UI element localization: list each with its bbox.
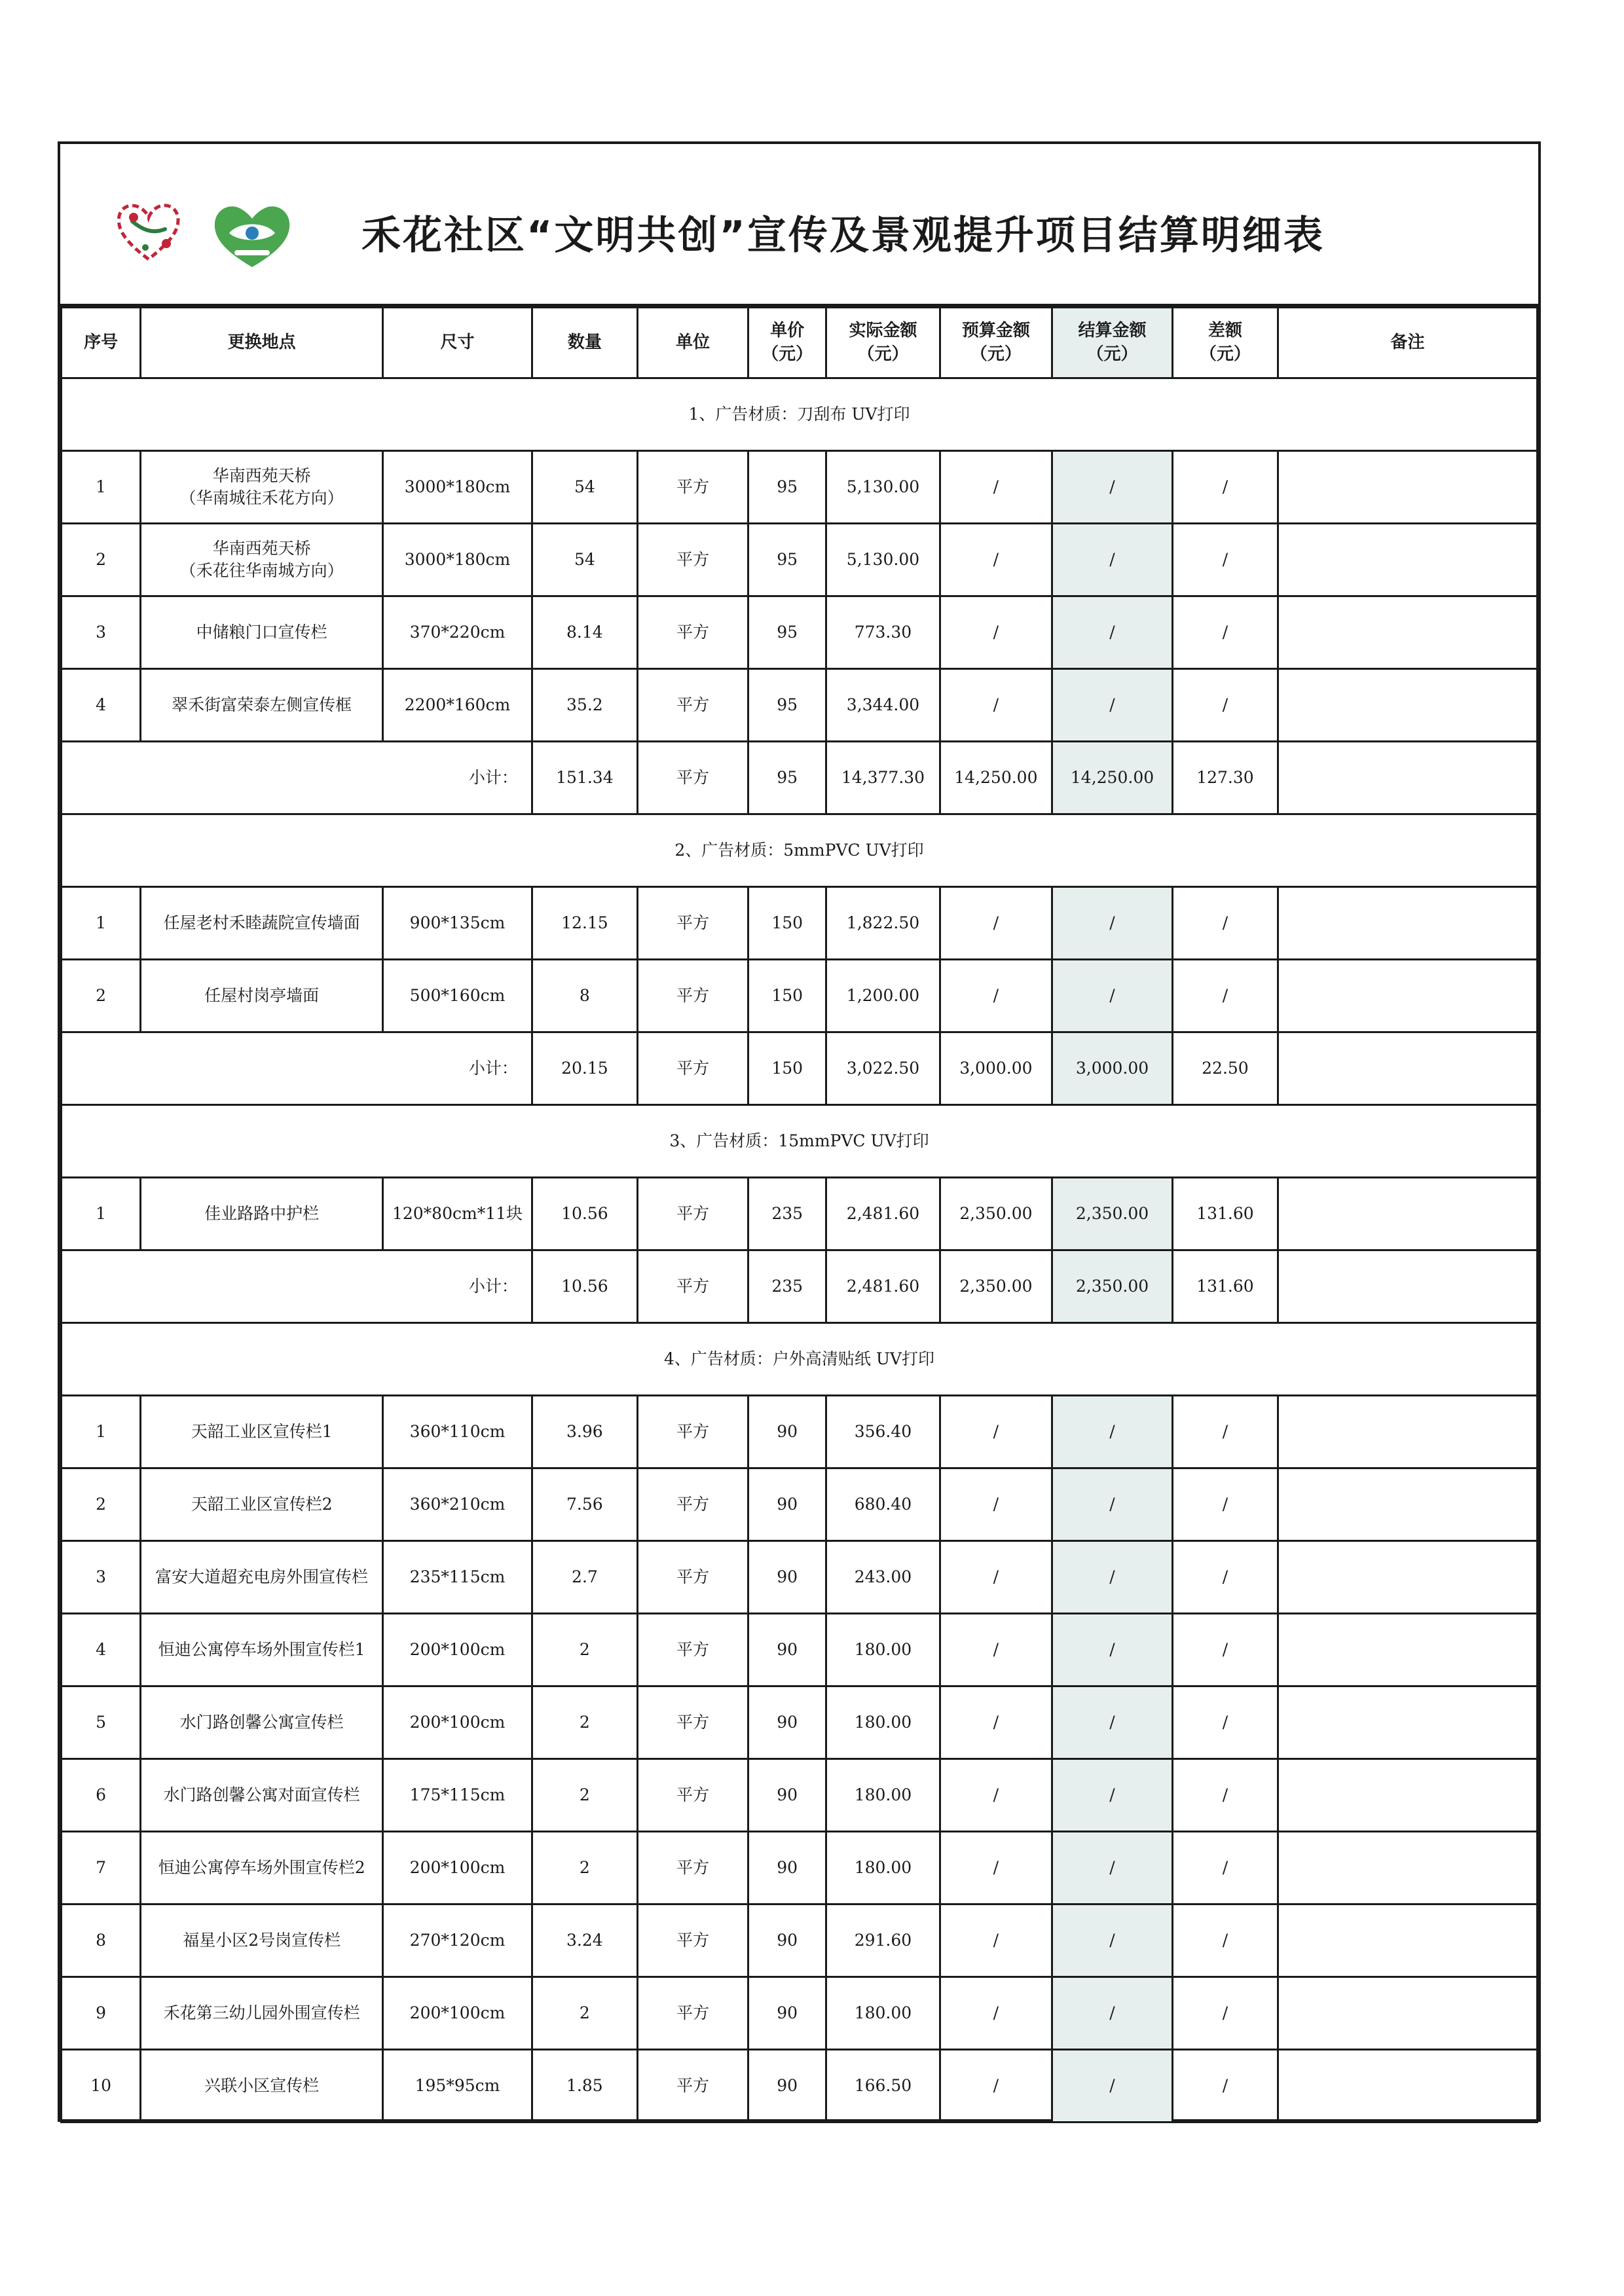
cell-unit: 平方	[637, 1178, 748, 1250]
cell-budget: /	[940, 1977, 1052, 2050]
cell-diff: /	[1172, 887, 1278, 960]
header-price	[748, 308, 826, 378]
cell-actual: 291.60	[826, 1904, 940, 1977]
section-header-row	[62, 378, 1538, 451]
cell-size: 500*160cm	[383, 960, 532, 1032]
cell-unit: 平方	[637, 1904, 748, 1977]
cell-diff: /	[1172, 524, 1278, 596]
cell-diff: /	[1172, 1541, 1278, 1614]
cell-remark	[1278, 2050, 1537, 2123]
cell-unit: 平方	[637, 1832, 748, 1904]
cell-location	[141, 960, 383, 1032]
cell-settle: /	[1052, 2050, 1173, 2123]
cell-location	[141, 669, 383, 742]
cell-size: 200*100cm	[383, 1832, 532, 1904]
cell-settle: /	[1052, 1686, 1173, 1759]
title-area	[60, 144, 1538, 306]
cell-location-line1: 华南西苑天桥	[212, 466, 311, 486]
cell-settle: /	[1052, 887, 1173, 960]
cell-size: 195*95cm	[383, 2050, 532, 2123]
cell-actual: 1,200.00	[826, 960, 940, 1032]
cell-budget: 2,350.00	[940, 1178, 1052, 1250]
subtotal-remark	[1278, 742, 1537, 814]
header-remark: 备注	[1278, 308, 1537, 378]
cell-unit: 平方	[637, 1759, 748, 1832]
cell-actual: 166.50	[826, 2050, 940, 2123]
cell-settle: /	[1052, 524, 1173, 596]
table-row	[62, 1541, 1538, 1614]
cell-settle: /	[1052, 1759, 1173, 1832]
header-budget	[940, 308, 1052, 378]
cell-location	[141, 1468, 383, 1541]
subtotal-qty: 10.56	[532, 1250, 637, 1323]
cell-budget: /	[940, 451, 1052, 524]
cell-remark	[1278, 1904, 1537, 1977]
cell-unit: 平方	[637, 596, 748, 669]
cell-price: 95	[748, 524, 826, 596]
cell-seq: 9	[62, 1977, 141, 2050]
cell-size: 200*100cm	[383, 1614, 532, 1686]
table-row	[62, 1686, 1538, 1759]
table-row	[62, 2050, 1538, 2123]
green-heart-hands-logo-icon	[210, 199, 295, 272]
cell-unit: 平方	[637, 2050, 748, 2123]
subtotal-diff: 131.60	[1172, 1250, 1278, 1323]
header-settle	[1052, 308, 1173, 378]
cell-price: 95	[748, 451, 826, 524]
cell-qty: 12.15	[532, 887, 637, 960]
section-title: 2、广告材质：5mmPVC UV打印	[62, 814, 1538, 887]
table-row	[62, 1832, 1538, 1904]
cell-remark	[1278, 451, 1537, 524]
cell-seq: 3	[62, 1541, 141, 1614]
subtotal-label: 小计：	[62, 742, 532, 814]
cell-location-line2: （禾花往华南城方向）	[179, 561, 344, 580]
cell-seq: 2	[62, 960, 141, 1032]
subtotal-label: 小计：	[62, 1032, 532, 1105]
table-row	[62, 1904, 1538, 1977]
cell-diff: /	[1172, 1904, 1278, 1977]
header-size: 尺寸	[383, 308, 532, 378]
cell-budget: /	[940, 1832, 1052, 1904]
subtotal-budget: 14,250.00	[940, 742, 1052, 814]
cell-size: 2200*160cm	[383, 669, 532, 742]
section-title: 3、广告材质：15mmPVC UV打印	[62, 1105, 1538, 1178]
cell-diff: /	[1172, 1468, 1278, 1541]
cell-size: 120*80cm*11块	[383, 1178, 532, 1250]
subtotal-settle: 2,350.00	[1052, 1250, 1173, 1323]
table-row	[62, 524, 1538, 596]
cell-diff: /	[1172, 1396, 1278, 1468]
cell-settle: /	[1052, 451, 1173, 524]
subtotal-settle: 3,000.00	[1052, 1032, 1173, 1105]
cell-qty: 2	[532, 1686, 637, 1759]
cell-location-line1: 佳业路路中护栏	[204, 1204, 320, 1224]
table-row	[62, 1614, 1538, 1686]
table-row	[62, 1468, 1538, 1541]
cell-seq: 1	[62, 1396, 141, 1468]
cell-price: 90	[748, 2050, 826, 2123]
cell-qty: 2	[532, 1759, 637, 1832]
cell-price: 90	[748, 1686, 826, 1759]
cell-remark	[1278, 1977, 1537, 2050]
subtotal-row	[62, 742, 1538, 814]
cell-location-line1: 天韶工业区宣传栏1	[191, 1422, 333, 1442]
cell-settle: /	[1052, 1977, 1173, 2050]
subtotal-price: 150	[748, 1032, 826, 1105]
header-row	[62, 308, 1538, 378]
cell-remark	[1278, 1541, 1537, 1614]
cell-location	[141, 1977, 383, 2050]
subtotal-actual: 3,022.50	[826, 1032, 940, 1105]
cell-settle: /	[1052, 596, 1173, 669]
header-price-l2: （元）	[762, 344, 813, 364]
header-diff	[1172, 308, 1278, 378]
cell-settle: /	[1052, 1396, 1173, 1468]
cell-budget: /	[940, 2050, 1052, 2123]
cell-diff: /	[1172, 451, 1278, 524]
cell-qty: 3.24	[532, 1904, 637, 1977]
cell-remark	[1278, 1686, 1537, 1759]
cell-price: 90	[748, 1468, 826, 1541]
subtotal-price: 235	[748, 1250, 826, 1323]
cell-location	[141, 1904, 383, 1977]
table-row	[62, 887, 1538, 960]
cell-unit: 平方	[637, 1977, 748, 2050]
cell-diff: /	[1172, 596, 1278, 669]
cell-actual: 680.40	[826, 1468, 940, 1541]
table-row	[62, 1759, 1538, 1832]
cell-remark	[1278, 669, 1537, 742]
header-location: 更换地点	[141, 308, 383, 378]
cell-remark	[1278, 1614, 1537, 1686]
cell-unit: 平方	[637, 1396, 748, 1468]
cell-settle: /	[1052, 1904, 1173, 1977]
header-price-l1: 单价	[770, 321, 805, 341]
header-actual	[826, 308, 940, 378]
cell-location-line1: 翠禾街富荣泰左侧宣传框	[172, 695, 352, 715]
header-actual-l1: 实际金额	[849, 321, 917, 341]
cell-budget: /	[940, 1468, 1052, 1541]
cell-location-line1: 水门路创馨公寓对面宣传栏	[163, 1785, 360, 1805]
cell-size: 200*100cm	[383, 1686, 532, 1759]
subtotal-qty: 151.34	[532, 742, 637, 814]
cell-qty: 7.56	[532, 1468, 637, 1541]
header-diff-l1: 差额	[1208, 321, 1242, 341]
cell-remark	[1278, 960, 1537, 1032]
cell-settle: /	[1052, 960, 1173, 1032]
cell-budget: /	[940, 1541, 1052, 1614]
cell-actual: 180.00	[826, 1686, 940, 1759]
cell-actual: 2,481.60	[826, 1178, 940, 1250]
cell-remark	[1278, 1178, 1537, 1250]
cell-location	[141, 1396, 383, 1468]
cell-unit: 平方	[637, 524, 748, 596]
cell-price: 90	[748, 1977, 826, 2050]
cell-qty: 2	[532, 1832, 637, 1904]
cell-qty: 10.56	[532, 1178, 637, 1250]
section-title: 4、广告材质：户外高清贴纸 UV打印	[62, 1323, 1538, 1396]
subtotal-actual: 2,481.60	[826, 1250, 940, 1323]
header-budget-l1: 预算金额	[961, 321, 1030, 341]
cell-settle: /	[1052, 1832, 1173, 1904]
cell-diff: /	[1172, 1759, 1278, 1832]
cell-actual: 180.00	[826, 1614, 940, 1686]
cell-budget: /	[940, 1686, 1052, 1759]
cell-location	[141, 451, 383, 524]
table-row	[62, 669, 1538, 742]
cell-location	[141, 1759, 383, 1832]
settlement-table	[60, 306, 1538, 2123]
cell-location-line1: 任屋老村禾睦蔬院宣传墙面	[163, 913, 360, 933]
cell-unit: 平方	[637, 1541, 748, 1614]
cell-budget: /	[940, 596, 1052, 669]
subtotal-label: 小计：	[62, 1250, 532, 1323]
cell-unit: 平方	[637, 887, 748, 960]
cell-seq: 2	[62, 524, 141, 596]
cell-location-line1: 禾花第三幼儿园外围宣传栏	[163, 2003, 360, 2023]
subtotal-settle: 14,250.00	[1052, 742, 1173, 814]
cell-price: 95	[748, 669, 826, 742]
cell-size: 370*220cm	[383, 596, 532, 669]
cell-qty: 3.96	[532, 1396, 637, 1468]
cell-qty: 54	[532, 451, 637, 524]
cell-remark	[1278, 524, 1537, 596]
cell-price: 150	[748, 960, 826, 1032]
cell-price: 235	[748, 1178, 826, 1250]
cell-location-line1: 中储粮门口宣传栏	[196, 623, 327, 642]
table-row	[62, 596, 1538, 669]
cell-remark	[1278, 1759, 1537, 1832]
cell-size: 175*115cm	[383, 1759, 532, 1832]
cell-settle: /	[1052, 669, 1173, 742]
cell-settle: /	[1052, 1541, 1173, 1614]
cell-size: 200*100cm	[383, 1977, 532, 2050]
cell-budget: /	[940, 1396, 1052, 1468]
cell-settle: /	[1052, 1614, 1173, 1686]
settlement-sheet	[58, 141, 1541, 2122]
cell-diff: 131.60	[1172, 1178, 1278, 1250]
cell-location	[141, 887, 383, 960]
cell-qty: 8.14	[532, 596, 637, 669]
cell-price: 95	[748, 596, 826, 669]
cell-location	[141, 2050, 383, 2123]
cell-location-line1: 任屋村岗亭墙面	[204, 986, 320, 1006]
cell-price: 90	[748, 1904, 826, 1977]
cell-price: 90	[748, 1614, 826, 1686]
cell-actual: 243.00	[826, 1541, 940, 1614]
cell-remark	[1278, 596, 1537, 669]
header-unit: 单位	[637, 308, 748, 378]
cell-price: 150	[748, 887, 826, 960]
cell-location	[141, 1832, 383, 1904]
section-header-row	[62, 814, 1538, 887]
cell-price: 90	[748, 1832, 826, 1904]
page-title: 禾花社区“文明共创”宣传及景观提升项目结算明细表	[361, 213, 1325, 259]
cell-settle: /	[1052, 1468, 1173, 1541]
cell-actual: 180.00	[826, 1759, 940, 1832]
cell-diff: /	[1172, 669, 1278, 742]
cell-budget: /	[940, 960, 1052, 1032]
cell-price: 90	[748, 1396, 826, 1468]
cell-location	[141, 1614, 383, 1686]
section-header-row	[62, 1323, 1538, 1396]
cell-seq: 4	[62, 669, 141, 742]
section-header-row	[62, 1105, 1538, 1178]
header-actual-l2: （元）	[857, 344, 909, 364]
cell-location-line1: 兴联小区宣传栏	[204, 2076, 320, 2096]
subtotal-budget: 3,000.00	[940, 1032, 1052, 1105]
cell-seq: 4	[62, 1614, 141, 1686]
cell-price: 90	[748, 1541, 826, 1614]
cell-location-line1: 恒迪公寓停车场外围宣传栏2	[158, 1858, 365, 1878]
subtotal-diff: 127.30	[1172, 742, 1278, 814]
subtotal-actual: 14,377.30	[826, 742, 940, 814]
cell-diff: /	[1172, 1614, 1278, 1686]
cell-unit: 平方	[637, 451, 748, 524]
cell-actual: 1,822.50	[826, 887, 940, 960]
subtotal-remark	[1278, 1250, 1537, 1323]
cell-qty: 2	[532, 1977, 637, 2050]
cell-seq: 5	[62, 1686, 141, 1759]
subtotal-row	[62, 1032, 1538, 1105]
subtotal-diff: 22.50	[1172, 1032, 1278, 1105]
header-diff-l2: （元）	[1199, 344, 1251, 364]
cell-actual: 773.30	[826, 596, 940, 669]
table-row	[62, 960, 1538, 1032]
cell-seq: 3	[62, 596, 141, 669]
table-row	[62, 1977, 1538, 2050]
cell-seq: 10	[62, 2050, 141, 2123]
cell-qty: 1.85	[532, 2050, 637, 2123]
cell-location-line1: 福星小区2号岗宣传栏	[183, 1931, 341, 1950]
table-row	[62, 1178, 1538, 1250]
cell-qty: 35.2	[532, 669, 637, 742]
subtotal-unit: 平方	[637, 1032, 748, 1105]
cell-seq: 1	[62, 887, 141, 960]
cell-settle: 2,350.00	[1052, 1178, 1173, 1250]
subtotal-unit: 平方	[637, 742, 748, 814]
cell-location	[141, 1541, 383, 1614]
cell-qty: 2.7	[532, 1541, 637, 1614]
cell-budget: /	[940, 1759, 1052, 1832]
cell-diff: /	[1172, 1977, 1278, 2050]
subtotal-budget: 2,350.00	[940, 1250, 1052, 1323]
cell-diff: /	[1172, 2050, 1278, 2123]
cell-location	[141, 524, 383, 596]
cell-size: 270*120cm	[383, 1904, 532, 1977]
cell-remark	[1278, 887, 1537, 960]
cell-location-line1: 恒迪公寓停车场外围宣传栏1	[158, 1640, 365, 1660]
cell-size: 360*110cm	[383, 1396, 532, 1468]
header-seq: 序号	[62, 308, 141, 378]
subtotal-qty: 20.15	[532, 1032, 637, 1105]
cell-qty: 2	[532, 1614, 637, 1686]
cell-size: 3000*180cm	[383, 524, 532, 596]
subtotal-price: 95	[748, 742, 826, 814]
cell-actual: 180.00	[826, 1832, 940, 1904]
cell-size: 3000*180cm	[383, 451, 532, 524]
cell-diff: /	[1172, 960, 1278, 1032]
cell-location-line1: 水门路创馨公寓宣传栏	[179, 1713, 344, 1732]
cell-location	[141, 1178, 383, 1250]
cell-actual: 5,130.00	[826, 451, 940, 524]
cell-budget: /	[940, 524, 1052, 596]
cell-unit: 平方	[637, 1686, 748, 1759]
cell-seq: 8	[62, 1904, 141, 1977]
cell-actual: 3,344.00	[826, 669, 940, 742]
cell-size: 360*210cm	[383, 1468, 532, 1541]
table-row	[62, 1396, 1538, 1468]
cell-seq: 6	[62, 1759, 141, 1832]
cell-actual: 356.40	[826, 1396, 940, 1468]
cell-size: 900*135cm	[383, 887, 532, 960]
header-budget-l2: （元）	[970, 344, 1022, 364]
header-qty: 数量	[532, 308, 637, 378]
cell-location-line2: （华南城往禾花方向）	[179, 488, 344, 507]
cell-qty: 8	[532, 960, 637, 1032]
cell-seq: 7	[62, 1832, 141, 1904]
subtotal-unit: 平方	[637, 1250, 748, 1323]
cell-unit: 平方	[637, 669, 748, 742]
cell-remark	[1278, 1832, 1537, 1904]
cell-location-line1: 天韶工业区宣传栏2	[191, 1495, 333, 1514]
table-row	[62, 451, 1538, 524]
cell-qty: 54	[532, 524, 637, 596]
cell-budget: /	[940, 887, 1052, 960]
subtotal-row	[62, 1250, 1538, 1323]
cell-unit: 平方	[637, 1614, 748, 1686]
cell-unit: 平方	[637, 960, 748, 1032]
subtotal-remark	[1278, 1032, 1537, 1105]
section-title: 1、广告材质：刀刮布 UV打印	[62, 378, 1538, 451]
cell-price: 90	[748, 1759, 826, 1832]
cell-seq: 2	[62, 1468, 141, 1541]
cell-unit: 平方	[637, 1468, 748, 1541]
cell-remark	[1278, 1396, 1537, 1468]
cell-budget: /	[940, 1904, 1052, 1977]
cell-actual: 5,130.00	[826, 524, 940, 596]
cell-budget: /	[940, 1614, 1052, 1686]
cell-size: 235*115cm	[383, 1541, 532, 1614]
header-settle-l2: （元）	[1086, 344, 1138, 364]
cell-actual: 180.00	[826, 1977, 940, 2050]
cell-location-line1: 华南西苑天桥	[212, 539, 311, 558]
cell-location	[141, 1686, 383, 1759]
cell-diff: /	[1172, 1832, 1278, 1904]
cell-location	[141, 596, 383, 669]
cell-location-line1: 富安大道超充电房外围宣传栏	[155, 1567, 369, 1587]
cell-remark	[1278, 1468, 1537, 1541]
cell-seq: 1	[62, 451, 141, 524]
cell-budget: /	[940, 669, 1052, 742]
heart-ribbon-logo-icon	[113, 195, 185, 267]
cell-seq: 1	[62, 1178, 141, 1250]
cell-diff: /	[1172, 1686, 1278, 1759]
header-settle-l1: 结算金额	[1078, 321, 1147, 341]
